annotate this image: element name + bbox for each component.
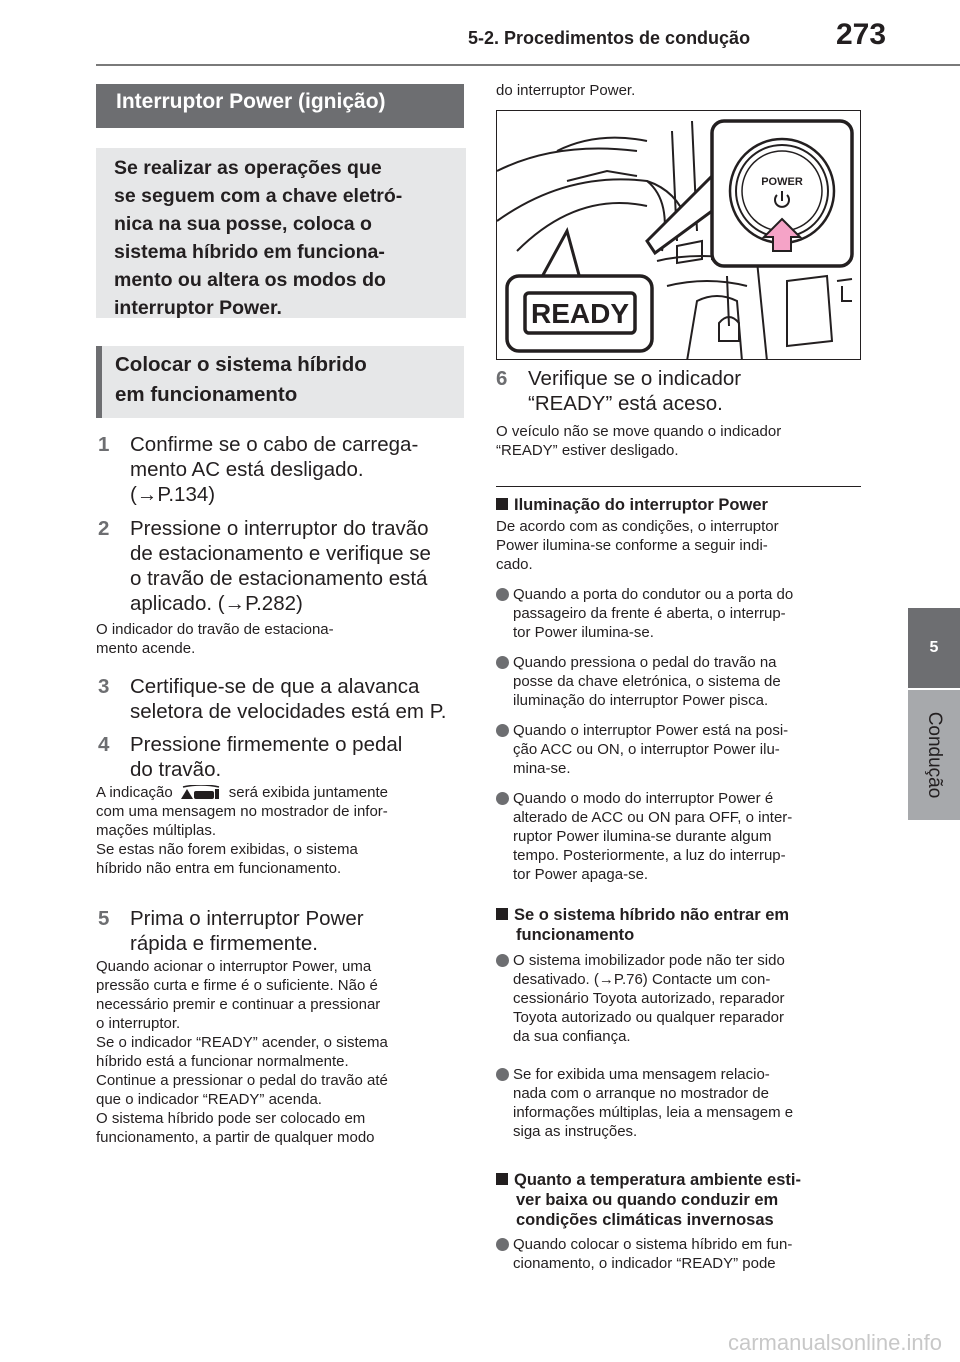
square-bullet-icon bbox=[496, 498, 508, 510]
step-3 bbox=[98, 674, 446, 724]
step-4 bbox=[98, 732, 402, 782]
bullet-text: iluminação do interruptor Power pisca. bbox=[513, 692, 769, 709]
intro-line: se seguem com a chave eletró- bbox=[114, 185, 403, 207]
note-line: O veículo não se move quando o indicador bbox=[496, 423, 782, 440]
step-text: seletora de velocidades está em P. bbox=[130, 700, 447, 723]
section-heading: Interruptor Power (ignição) bbox=[96, 84, 464, 128]
header-rule bbox=[96, 64, 960, 66]
intro-line: interruptor Power. bbox=[114, 297, 282, 319]
note-text: A indicação bbox=[96, 784, 173, 801]
note-line: pressão curta e firme é o suficiente. Não é bbox=[96, 977, 378, 994]
para-line: cado. bbox=[496, 556, 533, 573]
note-line: Se estas não forem exibidas, o sistema bbox=[96, 841, 358, 858]
bullet-text: tor Power ilumina-se. bbox=[513, 624, 654, 641]
bullet-text: Quando pressiona o pedal do travão na bbox=[513, 654, 777, 671]
bullet-text: desativado. (→P.76) Contacte um con- bbox=[513, 971, 771, 988]
dashboard-illustration bbox=[496, 110, 861, 360]
bullet-text: cionamento, o indicador “READY” pode bbox=[513, 1255, 776, 1272]
bullet-text: Quando colocar o sistema híbrido em fun- bbox=[513, 1236, 793, 1253]
note-line: Se o indicador “READY” acender, o sistema bbox=[96, 1034, 388, 1051]
bullet-item bbox=[496, 789, 868, 884]
hybrid-system-indicator-icon bbox=[179, 785, 223, 801]
step-number: 2 bbox=[98, 517, 110, 540]
note-text: será exibida juntamente bbox=[228, 784, 388, 801]
note-line: com uma mensagem no mostrador de infor- bbox=[96, 803, 388, 820]
round-bullet-icon bbox=[496, 1068, 509, 1081]
note-line: O indicador do travão de estaciona- bbox=[96, 621, 334, 638]
chapter-label: Condução bbox=[924, 711, 945, 799]
page-number: 273 bbox=[836, 18, 887, 51]
bullet-text: Quando o modo do interruptor Power é bbox=[513, 790, 774, 807]
step-6 bbox=[496, 366, 741, 416]
info-heading bbox=[496, 905, 868, 945]
bullet-item bbox=[496, 1235, 868, 1273]
step-2-note bbox=[96, 620, 334, 658]
note-line: necessário premir e continuar a pressionar bbox=[96, 996, 381, 1013]
step-text: Prima o interruptor Power bbox=[130, 907, 364, 930]
heading-text: Se o sistema híbrido não entrar em bbox=[514, 906, 790, 924]
heading-text: funcionamento bbox=[516, 926, 635, 944]
bullet-item bbox=[496, 951, 868, 1046]
bullet-text: nada com o arranque no mostrador de bbox=[513, 1085, 769, 1102]
note-line: funcionamento, a partir de qualquer modo bbox=[96, 1129, 375, 1146]
para-line: De acordo com as condições, o interruptor bbox=[496, 518, 779, 535]
intro-box bbox=[96, 148, 466, 318]
step-4-note bbox=[96, 783, 388, 878]
bullet-item bbox=[496, 721, 868, 778]
bullet-text: alterado de ACC ou ON para OFF, o inter- bbox=[513, 809, 793, 826]
subsection-heading bbox=[96, 346, 464, 418]
intro-line: sistema híbrido em funciona- bbox=[114, 241, 385, 263]
para-line: Power ilumina-se conforme a seguir indi- bbox=[496, 537, 768, 554]
step-text: rápida e firmemente. bbox=[130, 932, 319, 955]
note-line: “READY” estiver desligado. bbox=[496, 442, 679, 459]
bullet-item bbox=[496, 653, 868, 710]
step-text: “READY” está aceso. bbox=[528, 392, 723, 415]
note-line: que o indicador “READY” acenda. bbox=[96, 1091, 322, 1108]
step-number: 3 bbox=[98, 675, 110, 698]
bullet-text: tempo. Posteriormente, a luz do interrup- bbox=[513, 847, 786, 864]
heading-text: Quanto a temperatura ambiente esti- bbox=[514, 1171, 801, 1189]
square-bullet-icon bbox=[496, 1173, 508, 1185]
info-heading bbox=[496, 495, 868, 515]
round-bullet-icon bbox=[496, 1238, 509, 1251]
bullet-text: posse da chave eletrónica, o sistema de bbox=[513, 673, 781, 690]
step-text: Pressione o interruptor do travão bbox=[130, 517, 429, 540]
power-button-label: POWER bbox=[761, 176, 803, 188]
bullet-text: cessionário Toyota autorizado, reparador bbox=[513, 990, 785, 1007]
step-text: Pressione firmemente o pedal bbox=[130, 733, 403, 756]
ready-indicator-label: READY bbox=[530, 298, 630, 329]
info-paragraph bbox=[496, 517, 868, 574]
note-line: híbrido não entra em funcionamento. bbox=[96, 860, 342, 877]
note-line: mações múltiplas. bbox=[96, 822, 217, 839]
round-bullet-icon bbox=[496, 724, 509, 737]
bullet-text: ção ACC ou ON, o interruptor Power ilu- bbox=[513, 741, 780, 758]
bullet-text: da sua confiança. bbox=[513, 1028, 631, 1045]
step-text: de estacionamento e verifique se bbox=[130, 542, 431, 565]
divider bbox=[496, 486, 861, 487]
note-line: Continue a pressionar o pedal do travão até bbox=[96, 1072, 388, 1089]
round-bullet-icon bbox=[496, 792, 509, 805]
watermark: carmanualsonline.info bbox=[727, 1330, 942, 1355]
bullet-item bbox=[496, 1065, 868, 1141]
step-number: 4 bbox=[98, 733, 110, 756]
round-bullet-icon bbox=[496, 656, 509, 669]
subtitle-line: em funcionamento bbox=[115, 383, 298, 406]
bullet-text: Quando o interruptor Power está na posi- bbox=[513, 722, 789, 739]
step-text: aplicado. (→P.282) bbox=[130, 592, 303, 615]
square-bullet-icon bbox=[496, 908, 508, 920]
bullet-text: siga as instruções. bbox=[513, 1123, 638, 1140]
dashboard-drawing bbox=[497, 111, 861, 360]
bullet-text: Toyota autorizado ou qualquer reparador bbox=[513, 1009, 785, 1026]
bullet-text: ruptor Power ilumina-se durante algum bbox=[513, 828, 772, 845]
subtitle-line: Colocar o sistema híbrido bbox=[115, 353, 367, 376]
step-text: (→P.134) bbox=[130, 483, 216, 506]
round-bullet-icon bbox=[496, 954, 509, 967]
bullet-text: O sistema imobilizador pode não ter sido bbox=[513, 952, 785, 969]
bullet-text: passageiro da frente é aberta, o interrup- bbox=[513, 605, 786, 622]
step-number: 6 bbox=[496, 367, 508, 390]
heading-text: ver baixa ou quando conduzir em bbox=[516, 1191, 779, 1209]
step-text: Certifique-se de que a alavanca bbox=[130, 675, 420, 698]
step-text: Confirme se o cabo de carrega- bbox=[130, 433, 419, 456]
chapter-number-tab[interactable]: 5 bbox=[908, 608, 960, 688]
round-bullet-icon bbox=[496, 588, 509, 601]
note-line: O sistema híbrido pode ser colocado em bbox=[96, 1110, 366, 1127]
step-number: 5 bbox=[98, 907, 110, 930]
note-line: Quando acionar o interruptor Power, uma bbox=[96, 958, 372, 975]
info-heading bbox=[496, 1170, 868, 1230]
heading-text: Iluminação do interruptor Power bbox=[514, 496, 768, 514]
step-1 bbox=[98, 432, 418, 507]
note-line bbox=[96, 783, 388, 802]
section-title: 5-2. Procedimentos de condução bbox=[468, 28, 751, 48]
bullet-text: tor Power apaga-se. bbox=[513, 866, 649, 883]
heading-text: condições climáticas invernosas bbox=[516, 1211, 774, 1229]
bullet-text: mina-se. bbox=[513, 760, 571, 777]
note-line: híbrido está a funcionar normalmente. bbox=[96, 1053, 349, 1070]
chapter-label-tab[interactable] bbox=[908, 690, 960, 820]
step-6-note bbox=[496, 422, 781, 460]
step-5-note bbox=[96, 957, 388, 1147]
note-line: mento acende. bbox=[96, 640, 196, 657]
intro-line: Se realizar as operações que bbox=[114, 157, 382, 179]
step-text: do travão. bbox=[130, 758, 222, 781]
step-text: Verifique se o indicador bbox=[528, 367, 742, 390]
bullet-text: informações múltiplas, leia a mensagem e bbox=[513, 1104, 794, 1121]
bullet-text: Quando a porta do condutor ou a porta do bbox=[513, 586, 794, 603]
bullet-text: Se for exibida uma mensagem relacio- bbox=[513, 1066, 770, 1083]
step-2 bbox=[98, 516, 431, 616]
bullet-item bbox=[496, 585, 868, 642]
note-line: o interruptor. bbox=[96, 1015, 181, 1032]
step-text: mento AC está desligado. bbox=[130, 458, 364, 481]
continued-text: do interruptor Power. bbox=[496, 82, 636, 99]
intro-line: nica na sua posse, coloca o bbox=[114, 213, 372, 235]
intro-line: mento ou altera os modos do bbox=[114, 269, 386, 291]
step-text: o travão de estacionamento está bbox=[130, 567, 428, 590]
step-5 bbox=[98, 906, 364, 956]
step-number: 1 bbox=[98, 433, 110, 456]
